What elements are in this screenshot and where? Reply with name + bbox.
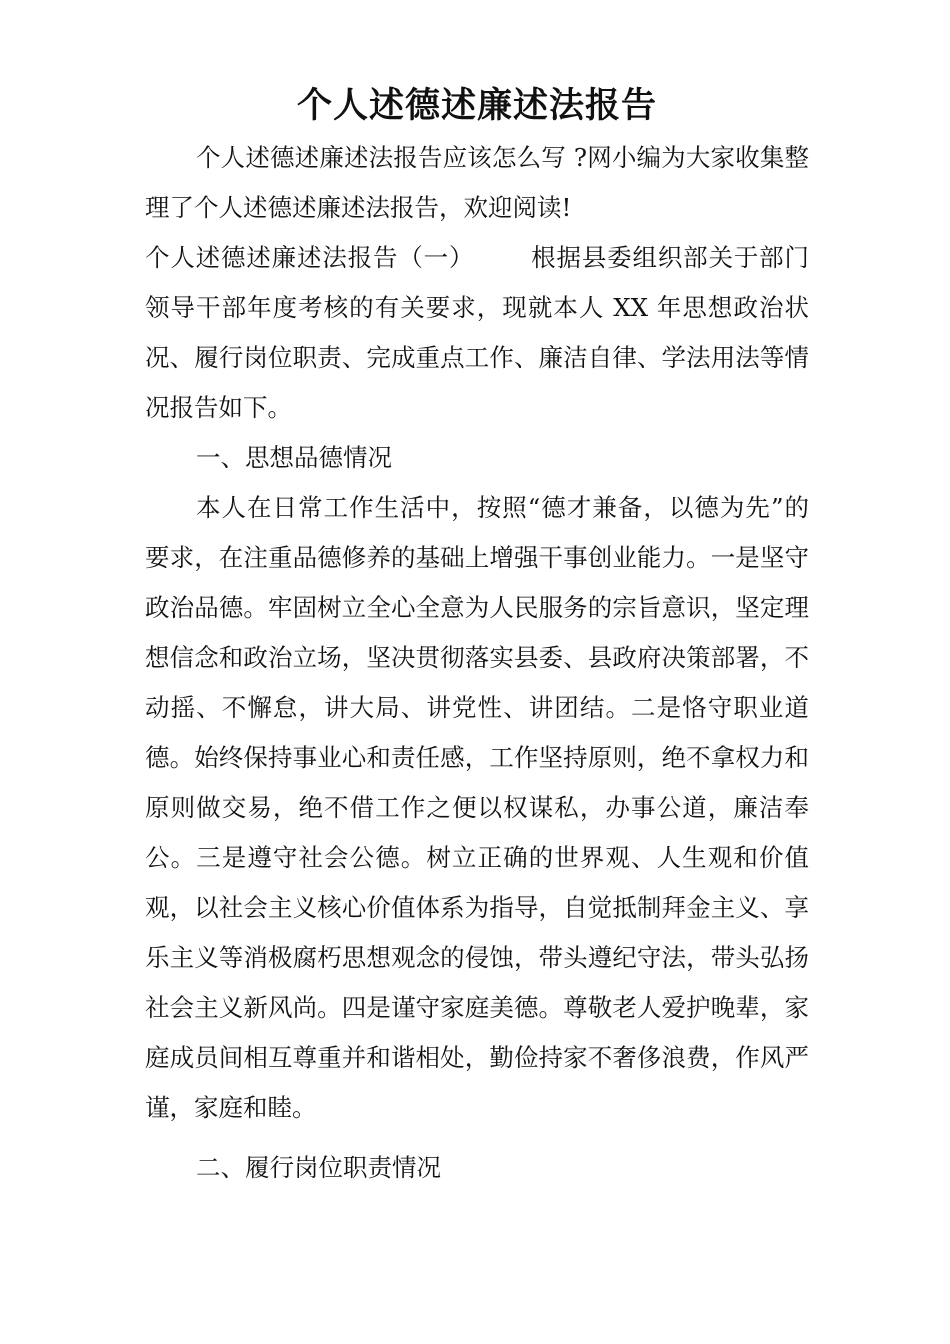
- section-one-text: 根据县委组织部关于部门领导干部年度考核的有关要求，现就本人 XX 年思想政治状况、履行岗位职责、完成重点工作、廉洁自律、学法用法等情况报告如下。: [145, 243, 810, 422]
- document-page: [145, 80, 809, 1193]
- section-one-subtitle: 个人述德述廉述法报告（一）: [145, 243, 475, 272]
- ideology-morality-paragraph: 本人在日常工作生活中，按照“德才兼备，以德为先”的要求，在注重品德修养的基础上增强干事创业能力。一是坚守政治品德。牢固树立全心全意为人民服务的宗旨意识，坚定理想信念和政治立场，坚决贯彻落实县委、县政府决策部署，不动摇、不懈怠，讲大局、讲党性、讲团结。二是恪守职业道德。始终保持事业心和责任感，工作坚持原则，绝不拿权力和原则做交易，绝不借工作之便以权谋私，办事公道，廉洁奉公。三是遵守社会公德。树立正确的世界观、人生观和价值观，以社会主义核心价值体系为指导，自觉抵制拜金主义、享乐主义等消极腐朽思想观念的侵蚀，带头遵纪守法，带头弘扬社会主义新风尚。四是谨守家庭美德。尊敬老人爱护晚辈，家庭成员间相互尊重并和谐相处，勤俭持家不奢侈浪费，作风严谨，家庭和睦。: [145, 493, 809, 1122]
- heading-job-duties: 二、履行岗位职责情况: [196, 1153, 441, 1182]
- heading-ideology-morality: 一、思想品德情况: [196, 443, 392, 472]
- section-one-paragraph: [145, 233, 809, 433]
- document-title: 个人述德述廉述法报告: [296, 86, 657, 126]
- intro-paragraph: 个人述德述廉述法报告应该怎么写 ?网小编为大家收集整理了个人述德述廉述法报告，欢迎阅读!: [145, 143, 809, 222]
